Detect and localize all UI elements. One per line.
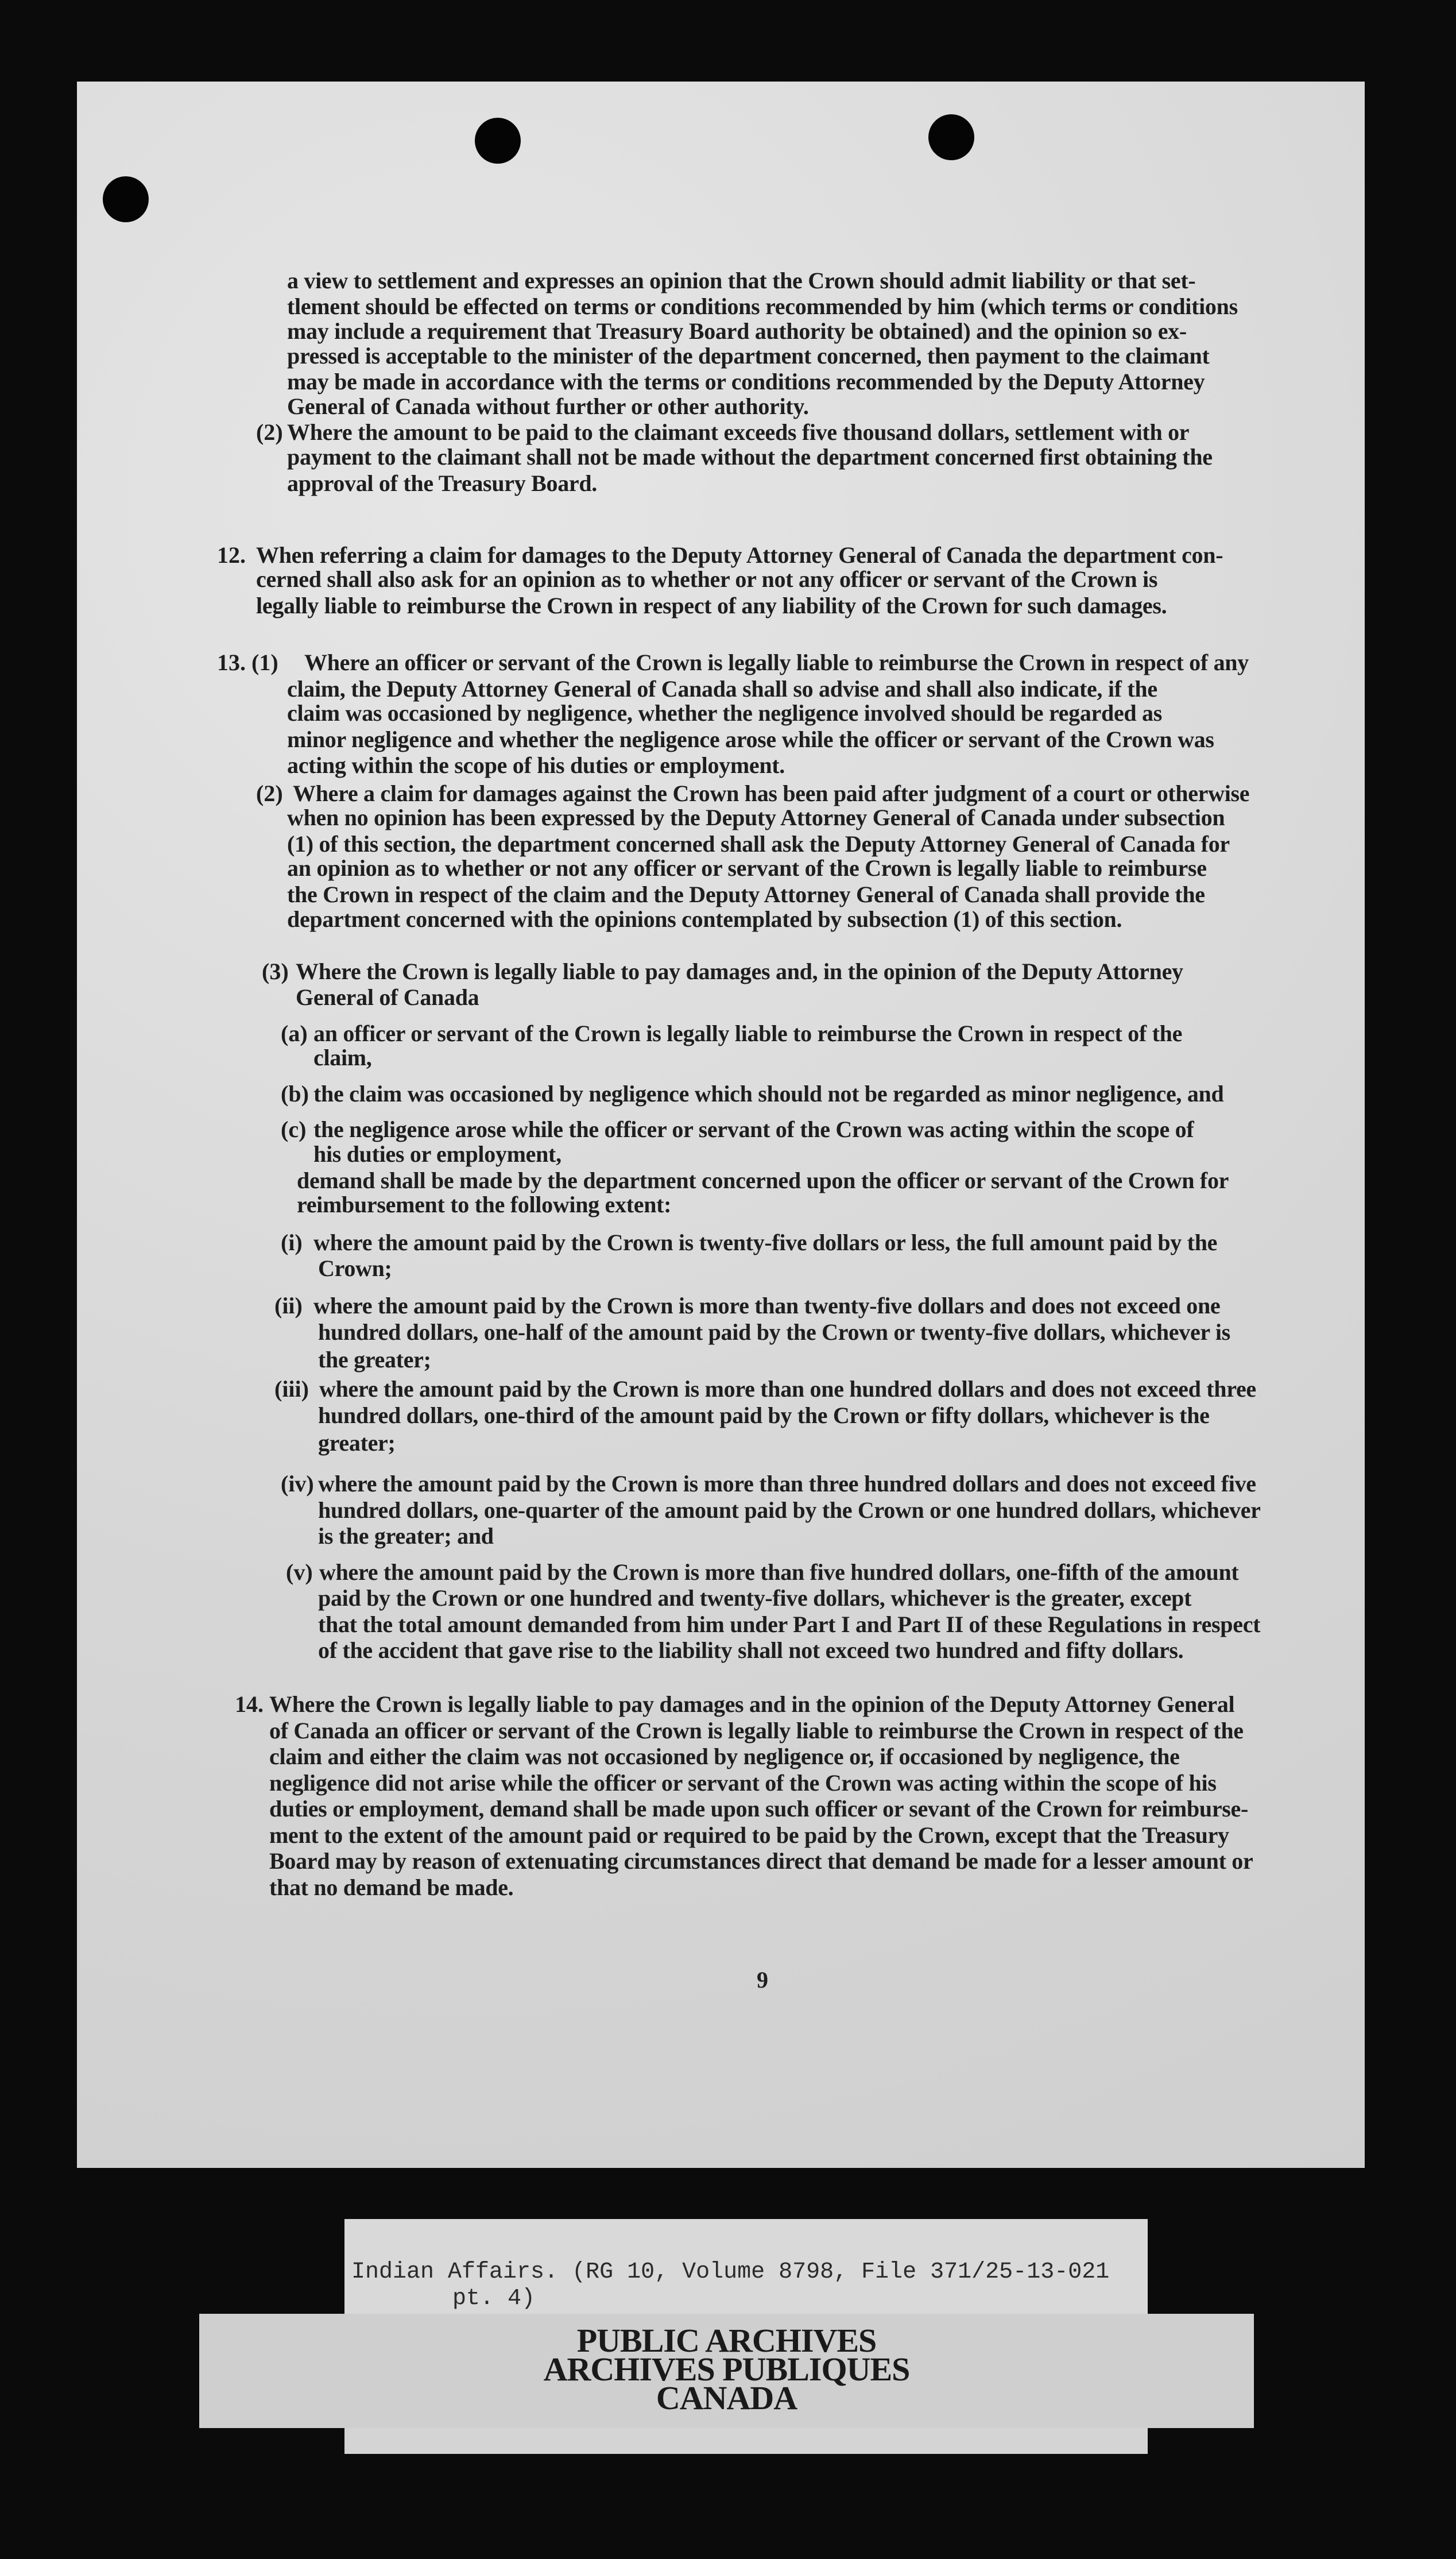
text-line: payment to the claimant shall not be made without the department concerned first obtaining the	[287, 444, 1213, 470]
text-line: his duties or employment,	[313, 1141, 562, 1167]
text-line: Crown;	[318, 1255, 392, 1281]
text-line: of the accident that gave rise to the liability shall not exceed two hundred and fifty dollars.	[318, 1637, 1184, 1663]
text-line: claim was occasioned by negligence, whether the negligence involved should be regarded as	[287, 700, 1163, 726]
text-line: where the amount paid by the Crown is twenty-five dollars or less, the full amount paid by the	[313, 1230, 1218, 1255]
text-line: Where the Crown is legally liable to pay damages and in the opinion of the Deputy Attorney General	[269, 1691, 1235, 1717]
text-line: cerned shall also ask for an opinion as to whether or not any officer or servant of the Crown is	[256, 566, 1158, 592]
subsection-label: (2)	[256, 780, 283, 806]
archive-reference-label	[344, 2219, 1148, 2314]
text-line: is the greater; and	[318, 1523, 494, 1549]
text-line: may include a requirement that Treasury Board authority be obtained) and the opinion so ex-	[287, 318, 1187, 344]
clause-label: (ii)	[274, 1293, 303, 1319]
text-line: paid by the Crown or one hundred and twenty-five dollars, whichever is the greater, except	[318, 1585, 1192, 1611]
text-line: where the amount paid by the Crown is more than five hundred dollars, one-fifth of the amount	[319, 1559, 1239, 1585]
text-line: may be made in accordance with the terms or conditions recommended by the Deputy Attorney	[287, 369, 1205, 395]
punch-hole	[103, 176, 149, 222]
text-line: that no demand be made.	[269, 1874, 514, 1900]
stamp-line: CANADA	[656, 2379, 797, 2417]
text-line: a view to settlement and expresses an opinion that the Crown should admit liability or that set-	[287, 268, 1196, 293]
punch-hole	[475, 118, 521, 164]
text-line: the negligence arose while the officer or servant of the Crown was acting within the scope of	[313, 1116, 1194, 1142]
text-line: the claim was occasioned by negligence which should not be regarded as minor negligence, and	[313, 1081, 1224, 1107]
clause-label: (i)	[281, 1230, 303, 1255]
text-line: When referring a claim for damages to the Deputy Attorney General of Canada the department con-	[256, 542, 1223, 568]
stamp-line: ARCHIVES PUBLIQUES	[543, 2351, 910, 2388]
text-line: when no opinion has been expressed by the Deputy Attorney General of Canada under subsection	[287, 805, 1225, 830]
text-line: where the amount paid by the Crown is more than one hundred dollars and does not exceed three	[319, 1376, 1256, 1402]
text-line: General of Canada without further or other authority.	[287, 393, 809, 419]
text-line: Where the amount to be paid to the claimant exceeds five thousand dollars, settlement with or	[287, 419, 1190, 445]
text-line: approval of the Treasury Board.	[287, 470, 597, 496]
section-label: 14.	[235, 1691, 264, 1717]
text-line: Where the Crown is legally liable to pay damages and, in the opinion of the Deputy Attorney	[296, 958, 1183, 984]
paragraph-label: (c)	[281, 1116, 307, 1142]
text-line: General of Canada	[296, 984, 479, 1010]
archive-reference-line: Indian Affairs. (RG 10, Volume 8798, File 371/25-13-021	[351, 2259, 1110, 2285]
clause-label: (iii)	[274, 1376, 309, 1402]
text-line: hundred dollars, one-half of the amount paid by the Crown or twenty-five dollars, whichever is	[318, 1319, 1230, 1345]
text-line: the Crown in respect of the claim and the Deputy Attorney General of Canada shall provide the	[287, 882, 1205, 907]
text-line: greater;	[318, 1430, 396, 1456]
text-line: pressed is acceptable to the minister of the department concerned, then payment to the claimant	[287, 343, 1210, 369]
text-line: ment to the extent of the amount paid or required to be paid by the Crown, except that the Treasury	[269, 1822, 1229, 1848]
clause-label: (iv)	[281, 1471, 314, 1497]
text-line: Where a claim for damages against the Crown has been paid after judgment of a court or otherwise	[293, 780, 1250, 806]
text-line: acting within the scope of his duties or employment.	[287, 752, 785, 778]
punch-hole	[928, 114, 974, 160]
text-line: (1) of this section, the department concerned shall ask the Deputy Attorney General of Canada for	[287, 831, 1230, 857]
text-line: demand shall be made by the department concerned upon the officer or servant of the Crown for	[297, 1168, 1229, 1193]
section-label: 12.	[217, 542, 246, 568]
text-line: of Canada an officer or servant of the Crown is legally liable to reimburse the Crown in respect of the	[269, 1718, 1244, 1744]
text-line: duties or employment, demand shall be made upon such officer or sevant of the Crown for reimburse-	[269, 1796, 1249, 1822]
text-line: claim, the Deputy Attorney General of Canada shall so advise and shall also indicate, if the	[287, 676, 1157, 702]
archive-reference-line: pt. 4)	[452, 2286, 536, 2311]
text-line: Board may by reason of extenuating circumstances direct that demand be made for a lesser amount or	[269, 1848, 1253, 1874]
text-line: department concerned with the opinions contemplated by subsection (1) of this section.	[287, 906, 1122, 932]
section-label: 13. (1)	[217, 650, 278, 675]
text-line: hundred dollars, one-quarter of the amount paid by the Crown or one hundred dollars, whichever	[318, 1497, 1261, 1523]
text-line: Where an officer or servant of the Crown is legally liable to reimburse the Crown in respect of any	[304, 650, 1249, 675]
text-line: where the amount paid by the Crown is more than three hundred dollars and does not exceed five	[318, 1471, 1256, 1497]
text-line: minor negligence and whether the negligence arose while the officer or servant of the Crown was	[287, 726, 1214, 752]
text-line: claim,	[313, 1045, 372, 1070]
film-strip	[344, 2428, 1148, 2454]
subsection-label: (3)	[262, 958, 289, 984]
clause-label: (v)	[286, 1559, 313, 1585]
subsection-label: (2)	[256, 419, 283, 445]
page-number: 9	[757, 1967, 768, 1993]
text-line: that the total amount demanded from him under Part I and Part II of these Regulations in respect	[318, 1611, 1261, 1637]
text-line: negligence did not arise while the officer or servant of the Crown was acting within the scope of his	[269, 1770, 1217, 1796]
archive-stamp	[199, 2314, 1254, 2428]
stamp-line: PUBLIC ARCHIVES	[576, 2322, 877, 2359]
text-line: the greater;	[318, 1347, 431, 1373]
text-line: claim and either the claim was not occasioned by negligence or, if occasioned by negligence, the	[269, 1744, 1180, 1769]
text-line: reimbursement to the following extent:	[297, 1192, 672, 1217]
paragraph-label: (b)	[281, 1081, 309, 1107]
text-line: legally liable to reimburse the Crown in respect of any liability of the Crown for such damages.	[256, 593, 1167, 619]
text-line: an opinion as to whether or not any officer or servant of the Crown is legally liable to reimburse	[287, 855, 1207, 881]
text-line: tlement should be effected on terms or conditions recommended by him (which terms or conditions	[287, 293, 1238, 319]
text-line: hundred dollars, one-third of the amount paid by the Crown or fifty dollars, whichever is the	[318, 1402, 1210, 1428]
text-line: where the amount paid by the Crown is more than twenty-five dollars and does not exceed one	[313, 1293, 1221, 1319]
paragraph-label: (a)	[281, 1020, 308, 1046]
text-line: an officer or servant of the Crown is legally liable to reimburse the Crown in respect of the	[313, 1020, 1183, 1046]
